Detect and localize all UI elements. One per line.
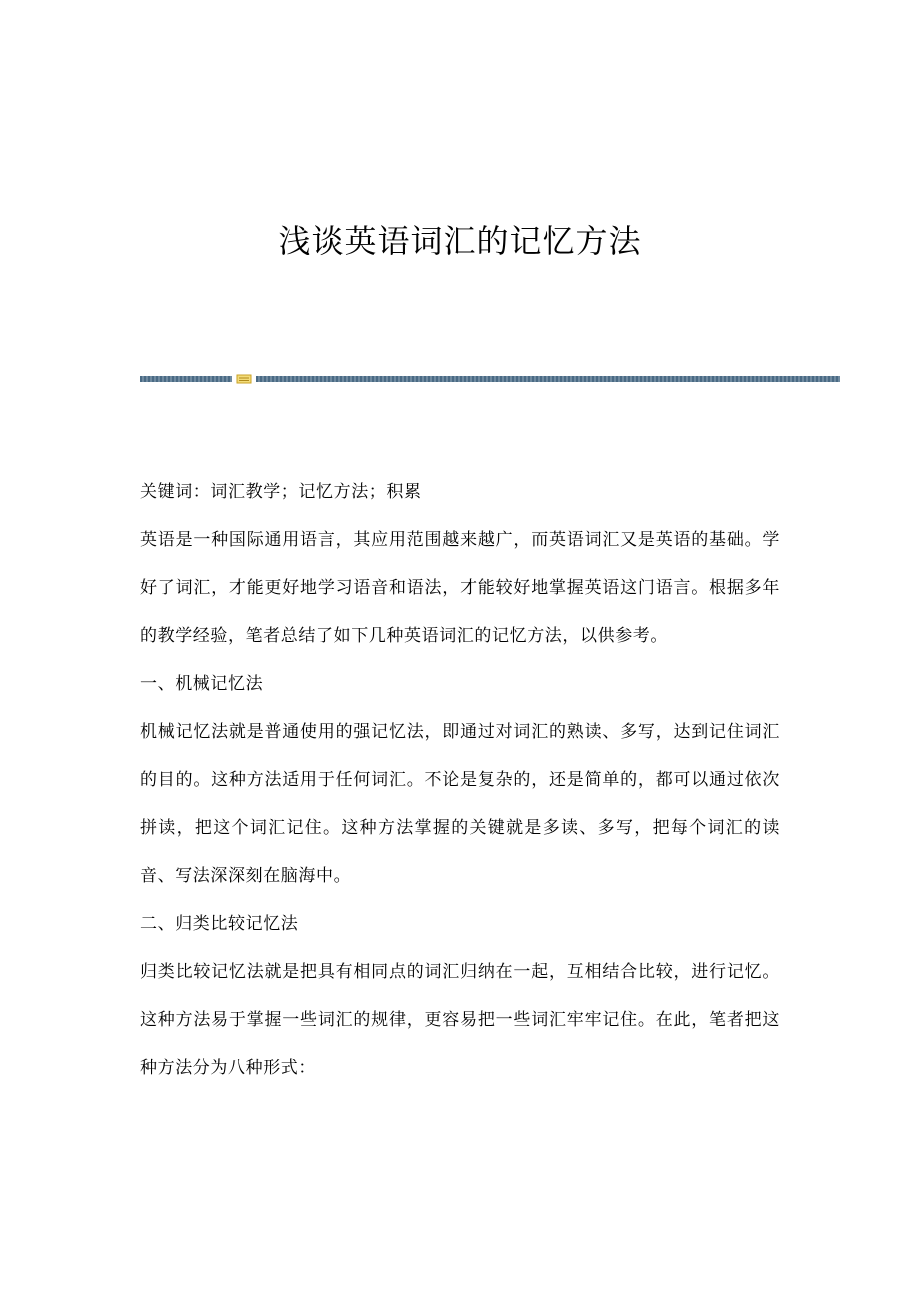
- keywords-line: 关键词：词汇教学；记忆方法；积累: [140, 482, 422, 502]
- document-body: [140, 468, 780, 1092]
- document-title: 浅谈英语词汇的记忆方法: [278, 222, 642, 260]
- section-heading-1: 一、机械记忆法: [140, 674, 264, 694]
- divider-bar-right: [256, 376, 840, 382]
- divider-bar-left: [140, 376, 232, 382]
- intro-paragraph: 英语是一种国际通用语言，其应用范围越来越广，而英语词汇又是英语的基础。学好了词汇，才能更好地学习语音和语法，才能较好地掌握英语这门语言。根据多年的教学经验，笔者总结了如下几种英语词汇的记忆方法，以供参考。: [140, 530, 780, 646]
- divider-ornament-icon: [236, 374, 252, 384]
- title-divider: [140, 374, 840, 384]
- section-heading-2: 二、归类比较记忆法: [140, 914, 299, 934]
- section-paragraph-2: 归类比较记忆法就是把具有相同点的词汇归纳在一起，互相结合比较，进行记忆。这种方法易于掌握一些词汇的规律，更容易把一些词汇牢牢记住。在此，笔者把这种方法分为八种形式：: [140, 962, 780, 1078]
- section-paragraph-1: 机械记忆法就是普通使用的强记忆法，即通过对词汇的熟读、多写，达到记住词汇的目的。这种方法适用于任何词汇。不论是复杂的，还是简单的，都可以通过依次拼读，把这个词汇记住。这种方法掌握的关键就是多读、多写，把每个词汇的读音、写法深深刻在脑海中。: [140, 722, 780, 886]
